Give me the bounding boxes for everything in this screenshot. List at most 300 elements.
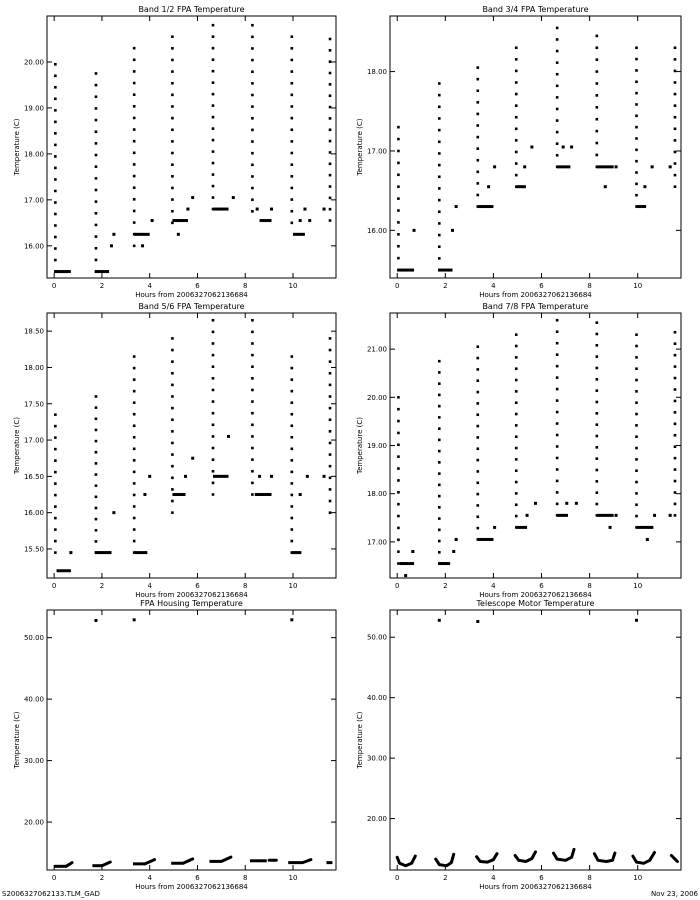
x-axis-label: Hours from 2006327062136684	[479, 291, 592, 299]
data-point	[515, 503, 518, 506]
data-point	[635, 367, 638, 370]
data-segment	[213, 208, 229, 211]
data-point	[54, 436, 57, 439]
data-point	[251, 94, 254, 97]
data-point	[251, 129, 254, 132]
x-tick-label: 0	[51, 282, 57, 290]
data-point	[95, 72, 98, 75]
data-point	[515, 401, 518, 404]
data-point	[212, 435, 215, 438]
data-point	[476, 124, 479, 127]
data-point	[212, 58, 215, 61]
data-point	[148, 475, 151, 478]
data-point	[54, 121, 57, 124]
data-point	[251, 389, 254, 392]
data-point	[212, 342, 215, 345]
x-tick-label: 0	[394, 582, 400, 590]
data-point	[596, 503, 599, 506]
data-point	[438, 129, 441, 132]
data-point	[674, 342, 677, 345]
data-point	[171, 35, 174, 38]
data-point	[212, 70, 215, 73]
data-point	[95, 540, 98, 543]
data-point	[438, 495, 441, 498]
data-point	[212, 150, 215, 153]
data-point	[476, 413, 479, 416]
data-segment	[557, 165, 570, 168]
data-point	[515, 104, 518, 107]
data-point	[674, 457, 677, 460]
data-point	[438, 540, 441, 543]
data-segment	[133, 862, 145, 865]
data-point	[438, 551, 441, 554]
data-point	[329, 372, 332, 375]
data-point	[323, 208, 326, 211]
data-point	[133, 517, 136, 520]
y-tick-label: 18.00	[366, 490, 387, 499]
data-point	[556, 108, 559, 111]
data-trace	[671, 856, 677, 862]
data-point	[291, 94, 294, 97]
x-tick-label: 8	[243, 282, 248, 290]
data-point	[329, 407, 332, 410]
data-point	[258, 475, 261, 478]
data-point	[604, 185, 607, 188]
data-point	[674, 93, 677, 96]
data-point	[515, 379, 518, 382]
data-point	[596, 130, 599, 133]
data-point	[212, 400, 215, 403]
data-point	[54, 425, 57, 428]
data-point	[251, 59, 254, 62]
data-point	[133, 221, 136, 224]
data-point	[133, 70, 136, 73]
data-point	[291, 494, 294, 497]
data-point	[635, 46, 638, 49]
y-tick-label: 17.00	[23, 196, 44, 205]
data-point	[452, 550, 455, 553]
data-point	[556, 119, 559, 122]
plot-frame	[390, 610, 681, 870]
data-point	[411, 550, 414, 553]
data-point	[291, 505, 294, 508]
data-point	[95, 462, 98, 465]
data-point	[476, 345, 479, 348]
data-point	[438, 234, 441, 237]
data-trace	[554, 849, 575, 860]
data-trace	[221, 857, 231, 861]
data-point	[596, 82, 599, 85]
data-point	[515, 70, 518, 73]
data-point	[556, 365, 559, 368]
data-point	[596, 491, 599, 494]
data-point	[329, 185, 332, 188]
data-point	[438, 405, 441, 408]
y-tick-label: 16.50	[23, 472, 44, 481]
y-tick-label: 17.00	[23, 436, 44, 445]
data-point	[291, 59, 294, 62]
data-point	[674, 434, 677, 437]
data-point	[306, 475, 309, 478]
plot-frame	[47, 16, 336, 278]
data-point	[635, 619, 638, 622]
data-segment	[438, 269, 452, 272]
data-point	[674, 480, 677, 483]
data-point	[438, 517, 441, 520]
data-point	[596, 378, 599, 381]
x-tick-label: 10	[633, 582, 643, 590]
data-point	[404, 574, 407, 577]
data-point	[171, 82, 174, 85]
data-point	[635, 390, 638, 393]
data-point	[493, 165, 496, 168]
data-point	[212, 162, 215, 165]
data-point	[556, 434, 559, 437]
data-point	[291, 70, 294, 73]
data-point	[635, 379, 638, 382]
data-point	[534, 502, 537, 505]
data-point	[133, 105, 136, 108]
data-point	[397, 444, 400, 447]
data-point	[171, 453, 174, 456]
data-point	[515, 46, 518, 49]
chart-panel-2	[356, 5, 681, 299]
data-point	[186, 208, 189, 211]
data-point	[653, 514, 656, 517]
data-point	[397, 432, 400, 435]
data-point	[635, 515, 638, 518]
data-point	[397, 503, 400, 506]
chart-panel-5	[13, 599, 336, 891]
data-point	[291, 210, 294, 213]
data-point	[291, 355, 294, 358]
data-point	[329, 83, 332, 86]
data-segment	[397, 269, 414, 272]
data-point	[515, 333, 518, 336]
chart-panel-4	[356, 302, 681, 599]
data-point	[95, 496, 98, 499]
data-point	[177, 233, 180, 236]
data-point	[643, 185, 646, 188]
data-point	[95, 406, 98, 409]
data-point	[674, 128, 677, 131]
data-point	[133, 367, 136, 370]
data-point	[251, 175, 254, 178]
data-point	[596, 480, 599, 483]
data-point	[476, 504, 479, 507]
data-point	[476, 368, 479, 371]
data-point	[256, 208, 259, 211]
data-point	[270, 475, 273, 478]
data-point	[251, 470, 254, 473]
data-point	[290, 618, 293, 621]
data-point	[596, 321, 599, 324]
data-point	[212, 185, 215, 188]
data-point	[251, 331, 254, 334]
x-tick-label: 6	[539, 282, 544, 290]
data-point	[133, 540, 136, 543]
data-point	[212, 493, 215, 496]
x-tick-label: 2	[99, 582, 105, 590]
data-point	[674, 491, 677, 494]
data-point	[674, 331, 677, 334]
data-point	[329, 418, 332, 421]
data-point	[329, 442, 332, 445]
data-point	[291, 152, 294, 155]
data-point	[635, 469, 638, 472]
data-point	[291, 482, 294, 485]
data-segment	[57, 569, 71, 572]
data-point	[397, 396, 400, 399]
data-point	[191, 196, 194, 199]
data-point	[397, 221, 400, 224]
data-point	[596, 46, 599, 49]
data-point	[291, 117, 294, 120]
data-point	[212, 354, 215, 357]
data-point	[635, 447, 638, 450]
data-point	[476, 481, 479, 484]
y-tick-label: 40.00	[366, 694, 387, 703]
data-point	[609, 526, 612, 529]
data-segment	[172, 493, 185, 496]
data-point	[515, 162, 518, 165]
data-point	[438, 394, 441, 397]
data-point	[438, 439, 441, 442]
data-trace	[515, 852, 535, 862]
data-point	[397, 467, 400, 470]
data-point	[329, 337, 332, 340]
data-point	[133, 459, 136, 462]
data-point	[487, 185, 490, 188]
x-tick-label: 2	[99, 282, 105, 290]
data-point	[556, 468, 559, 471]
y-tick-label: 18.50	[23, 327, 44, 336]
data-point	[455, 538, 458, 541]
data-point	[646, 538, 649, 541]
data-point	[251, 105, 254, 108]
data-point	[151, 219, 154, 222]
y-axis-label: Temperature (C)	[13, 711, 21, 769]
data-point	[674, 58, 677, 61]
data-segment	[213, 475, 229, 478]
data-point	[95, 154, 98, 157]
data-point	[329, 360, 332, 363]
data-point	[556, 131, 559, 134]
x-tick-label: 6	[195, 582, 200, 590]
data-point	[54, 74, 57, 77]
data-point	[54, 494, 57, 497]
data-trace	[66, 863, 72, 867]
data-point	[329, 511, 332, 514]
data-trace	[102, 862, 110, 866]
data-point	[212, 470, 215, 473]
data-point	[476, 391, 479, 394]
data-point	[133, 140, 136, 143]
data-point	[251, 117, 254, 120]
data-point	[635, 492, 638, 495]
data-point	[438, 222, 441, 225]
data-point	[54, 190, 57, 193]
x-tick-label: 0	[51, 582, 57, 590]
y-tick-label: 19.00	[366, 442, 387, 450]
x-tick-label: 10	[633, 874, 643, 882]
data-point	[291, 436, 294, 439]
data-point	[438, 106, 441, 109]
data-point	[227, 435, 230, 438]
x-axis-label: Hours from 2006327062136684	[135, 291, 248, 299]
data-segment	[134, 551, 147, 554]
data-point	[133, 163, 136, 166]
data-point	[291, 367, 294, 370]
data-point	[303, 208, 306, 211]
data-point	[635, 115, 638, 118]
data-point	[171, 500, 174, 503]
data-point	[171, 163, 174, 166]
data-point	[476, 182, 479, 185]
x-tick-label: 6	[539, 582, 544, 590]
data-point	[133, 401, 136, 404]
data-point	[438, 117, 441, 120]
data-point	[171, 198, 174, 201]
data-point	[635, 413, 638, 416]
data-point	[133, 436, 136, 439]
data-point	[674, 116, 677, 119]
data-point	[95, 484, 98, 487]
data-point	[54, 86, 57, 89]
data-point	[251, 164, 254, 167]
x-tick-label: 4	[147, 582, 152, 590]
data-point	[556, 61, 559, 64]
data-point	[54, 413, 57, 416]
x-tick-label: 6	[195, 282, 200, 290]
data-point	[54, 247, 57, 250]
data-point	[556, 85, 559, 88]
data-point	[329, 430, 332, 433]
data-point	[596, 142, 599, 145]
x-tick-label: 10	[288, 282, 298, 290]
chart-panel-3	[13, 302, 336, 599]
y-tick-label: 20.00	[366, 815, 387, 824]
x-tick-label: 4	[491, 582, 496, 590]
data-point	[596, 469, 599, 472]
plot-frame	[47, 313, 336, 578]
data-point	[133, 47, 136, 50]
data-point	[635, 149, 638, 152]
data-point	[133, 413, 136, 416]
data-point	[291, 448, 294, 451]
data-point	[54, 448, 57, 451]
data-segment	[637, 526, 654, 529]
data-point	[556, 50, 559, 53]
data-point	[329, 384, 332, 387]
data-trace	[633, 853, 655, 864]
data-point	[397, 150, 400, 153]
data-point	[95, 95, 98, 98]
data-point	[674, 411, 677, 414]
data-point	[212, 116, 215, 119]
data-point	[212, 458, 215, 461]
data-point	[476, 113, 479, 116]
data-point	[54, 155, 57, 158]
data-point	[556, 353, 559, 356]
y-tick-label: 16.00	[366, 226, 387, 235]
data-point	[476, 459, 479, 462]
y-tick-label: 16.00	[23, 242, 44, 251]
data-point	[674, 377, 677, 380]
data-point	[54, 482, 57, 485]
data-point	[291, 517, 294, 520]
data-point	[515, 515, 518, 518]
y-tick-label: 17.50	[23, 400, 44, 409]
data-point	[133, 93, 136, 96]
footer-filename: S2006327062133.TLM_GAD	[2, 890, 100, 898]
data-point	[329, 140, 332, 143]
plot-frame	[390, 313, 681, 578]
chart-title: Band 5/6 FPA Temperature	[138, 302, 245, 311]
data-point	[596, 154, 599, 157]
data-point	[438, 175, 441, 178]
data-point	[184, 475, 187, 478]
data-point	[133, 245, 136, 248]
data-point	[596, 435, 599, 438]
data-point	[95, 177, 98, 180]
data-point	[397, 408, 400, 411]
data-point	[69, 551, 72, 554]
data-segment	[557, 514, 568, 517]
data-point	[171, 187, 174, 190]
data-point	[515, 93, 518, 96]
data-point	[54, 236, 57, 239]
data-point	[596, 401, 599, 404]
data-point	[476, 425, 479, 428]
x-axis-label: Hours from 2006327062136684	[135, 883, 248, 891]
data-point	[212, 47, 215, 50]
data-point	[674, 81, 677, 84]
data-point	[635, 69, 638, 72]
data-point	[212, 377, 215, 380]
data-point	[438, 427, 441, 430]
data-point	[95, 224, 98, 227]
data-point	[54, 213, 57, 216]
y-tick-label: 30.00	[23, 757, 44, 766]
data-point	[133, 117, 136, 120]
data-point	[171, 418, 174, 421]
data-point	[54, 98, 57, 101]
data-point	[133, 59, 136, 62]
data-point	[556, 491, 559, 494]
data-point	[397, 527, 400, 530]
data-point	[212, 81, 215, 84]
data-point	[133, 482, 136, 485]
chart-title: Telescope Motor Temperature	[476, 599, 595, 608]
chart-title: Band 7/8 FPA Temperature	[482, 302, 589, 311]
data-point	[54, 167, 57, 170]
data-point	[299, 493, 302, 496]
data-point	[54, 551, 57, 554]
data-point	[515, 413, 518, 416]
data-point	[556, 142, 559, 145]
data-point	[329, 60, 332, 63]
data-point	[171, 430, 174, 433]
data-point	[251, 187, 254, 190]
chart-title: FPA Housing Temperature	[140, 599, 243, 608]
data-point	[212, 447, 215, 450]
data-segment	[293, 233, 305, 236]
data-point	[635, 424, 638, 427]
data-point	[291, 413, 294, 416]
data-point	[635, 194, 638, 197]
data-point	[171, 349, 174, 352]
